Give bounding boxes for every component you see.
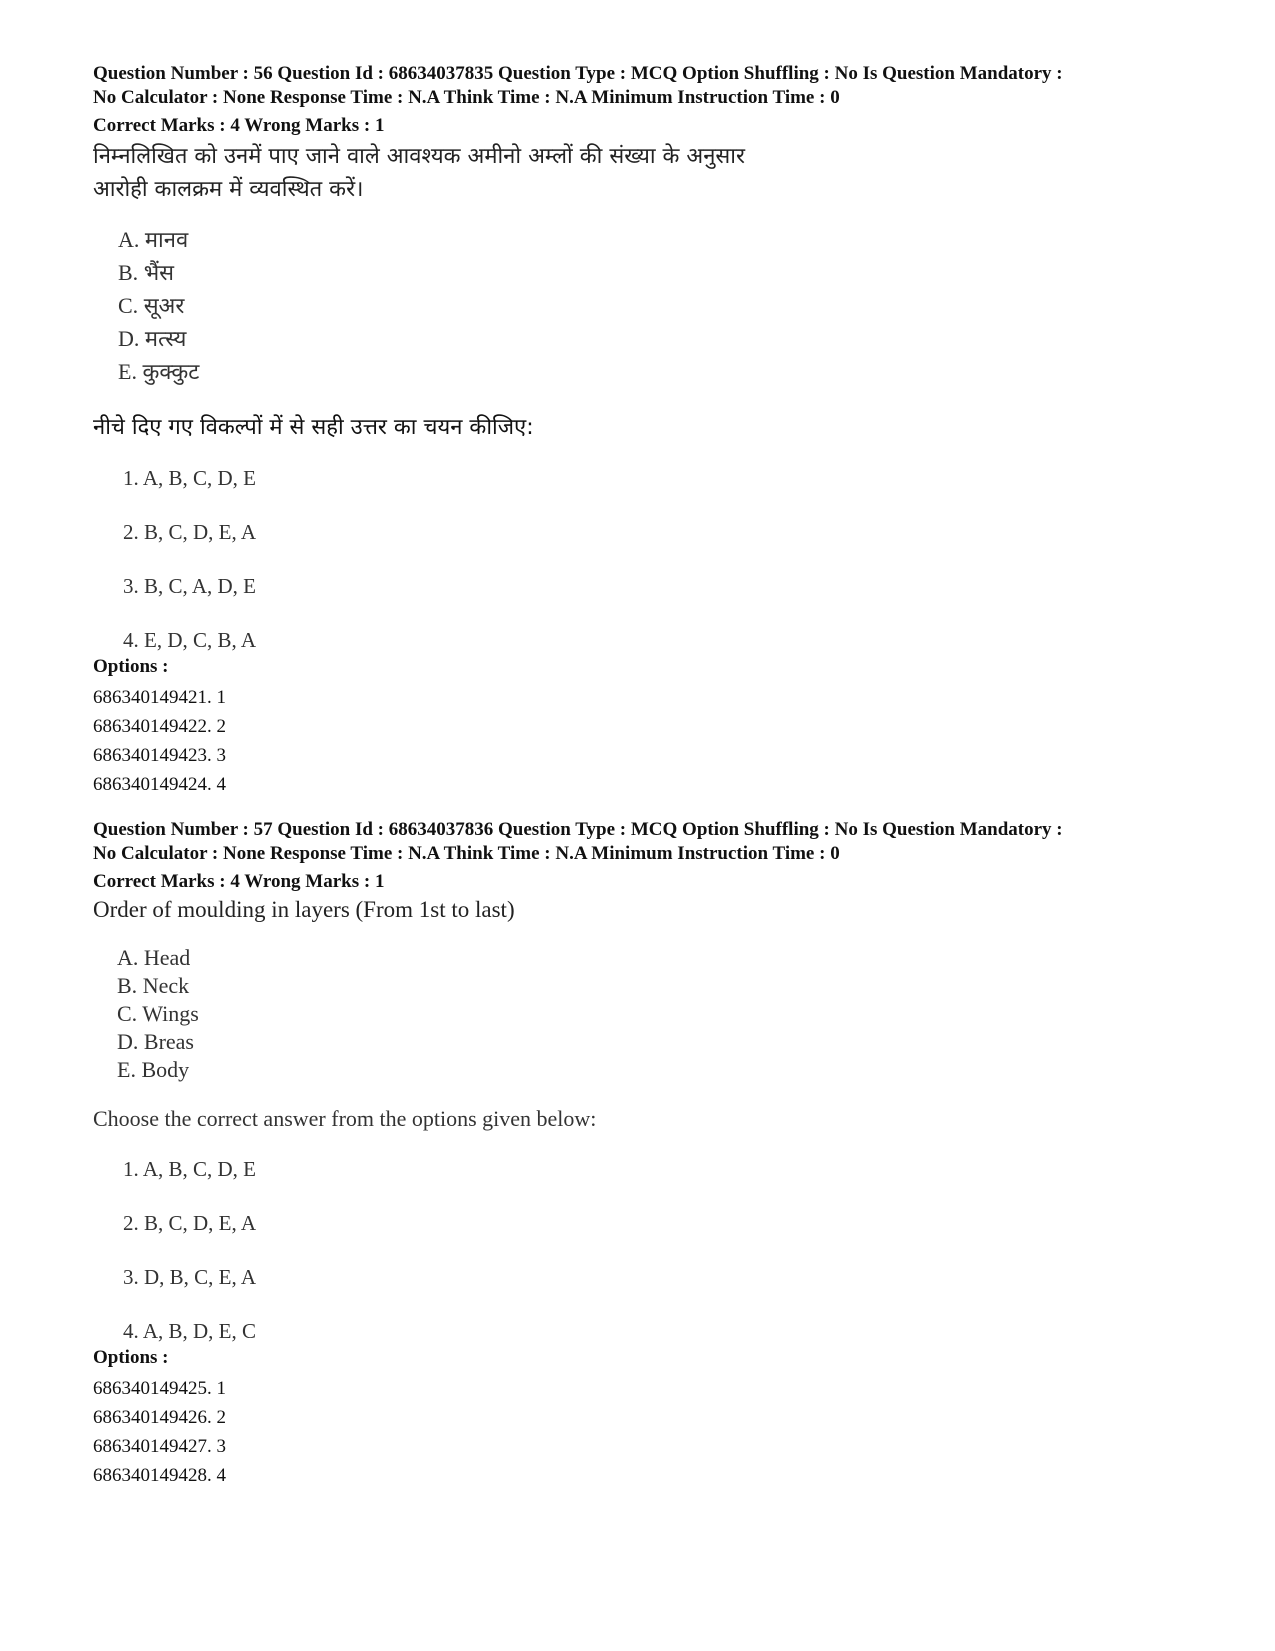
choice-item: 3. B, C, A, D, E xyxy=(123,574,257,598)
option-id: 686340149428. 4 xyxy=(93,1465,226,1486)
option-id-list xyxy=(93,1374,1213,1490)
question-marks: Correct Marks : 4 Wrong Marks : 1 xyxy=(93,115,385,136)
option-id: 686340149426. 2 xyxy=(93,1407,226,1428)
option-id: 686340149421. 1 xyxy=(93,687,226,708)
question-text xyxy=(93,140,1213,206)
choice-list xyxy=(93,1154,1213,1346)
question-instruction: Choose the correct answer from the options given below: xyxy=(93,1106,597,1131)
option-id-list xyxy=(93,683,1213,799)
choice-item: 4. A, B, D, E, C xyxy=(123,1319,257,1343)
question-meta xyxy=(93,818,1213,866)
list-item: D. Breas xyxy=(117,1029,194,1054)
option-id: 686340149422. 2 xyxy=(93,716,226,737)
choice-item: 1. A, B, C, D, E xyxy=(123,466,257,490)
question-57 xyxy=(93,818,1213,1490)
question-meta-line-2: No Calculator : None Response Time : N.A Think Time : N.A Minimum Instruction Time : 0 xyxy=(93,87,840,108)
choice-item: 3. D, B, C, E, A xyxy=(123,1265,257,1289)
list-item: D. मत्स्य xyxy=(118,326,187,352)
question-meta-line-1: Question Number : 57 Question Id : 68634037836 Question Type : MCQ Option Shuffling : No Is Question Mandatory : xyxy=(93,819,1063,840)
list-item: C. सूअर xyxy=(118,293,185,319)
options-heading: Options : xyxy=(93,656,169,677)
question-instruction: नीचे दिए गए विकल्पों में से सही उत्तर का चयन कीजिए: xyxy=(93,415,534,440)
question-56 xyxy=(93,62,1213,799)
option-id: 686340149425. 1 xyxy=(93,1378,226,1399)
item-list xyxy=(93,944,1213,1084)
option-id: 686340149423. 3 xyxy=(93,745,226,766)
list-item: A. Head xyxy=(117,945,191,970)
options-heading: Options : xyxy=(93,1347,169,1368)
question-marks: Correct Marks : 4 Wrong Marks : 1 xyxy=(93,871,385,892)
list-item: B. Neck xyxy=(117,973,190,998)
question-text: Order of moulding in layers (From 1st to last) xyxy=(93,897,515,922)
option-id: 686340149424. 4 xyxy=(93,774,226,795)
choice-item: 1. A, B, C, D, E xyxy=(123,1157,257,1181)
list-item: A. मानव xyxy=(118,227,189,253)
choice-list xyxy=(93,463,1213,655)
choice-item: 4. E, D, C, B, A xyxy=(123,628,257,652)
choice-item: 2. B, C, D, E, A xyxy=(123,520,257,544)
list-item: E. कुक्कुट xyxy=(118,359,200,385)
question-meta-line-1: Question Number : 56 Question Id : 68634037835 Question Type : MCQ Option Shuffling : No Is Question Mandatory : xyxy=(93,63,1063,84)
option-id: 686340149427. 3 xyxy=(93,1436,226,1457)
question-text-line-1: निम्नलिखित को उनमें पाए जाने वाले आवश्यक अमीनो अम्लों की संख्या के अनुसार xyxy=(93,144,746,169)
item-list xyxy=(93,224,1213,389)
question-text-line-2: आरोही कालक्रम में व्यवस्थित करें। xyxy=(93,177,364,202)
question-meta-line-2: No Calculator : None Response Time : N.A Think Time : N.A Minimum Instruction Time : 0 xyxy=(93,843,840,864)
choice-item: 2. B, C, D, E, A xyxy=(123,1211,257,1235)
list-item: B. भैंस xyxy=(118,260,175,286)
list-item: C. Wings xyxy=(117,1001,199,1026)
list-item: E. Body xyxy=(117,1057,190,1082)
question-meta xyxy=(93,62,1213,110)
